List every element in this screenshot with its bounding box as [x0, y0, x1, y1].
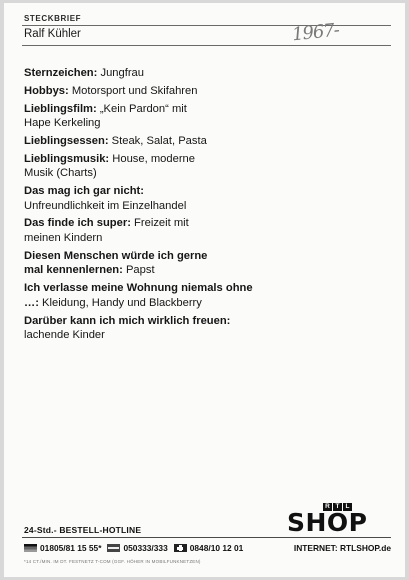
person-name: Ralf Kühler: [24, 28, 81, 40]
profile-item: [24, 134, 389, 149]
profile-answer: Unfreundlichkeit im Einzelhandel: [24, 199, 187, 212]
profile-question: Ich verlasse meine Wohnung niemals ohne …:: [24, 282, 253, 309]
name-divider: [22, 45, 391, 46]
profile-item: [24, 216, 209, 245]
internet-address: INTERNET: RTLSHOP.de: [293, 543, 391, 553]
profile-item: [24, 102, 199, 131]
profile-answer: Jungfrau: [100, 67, 145, 79]
profile-question: Hobbys:: [24, 84, 69, 97]
profile-answer: Papst: [125, 264, 155, 277]
shop-wordmark: SHOP: [287, 508, 368, 537]
profile-item: [24, 184, 389, 213]
profile-answer: Steak, Salat, Pasta: [111, 134, 207, 147]
hotline-numbers: [24, 543, 249, 553]
card-label: STECKBRIEF: [24, 14, 82, 23]
profile-answer: Freizeit mit meinen Kindern: [24, 217, 189, 245]
profile-question: Sternzeichen:: [24, 67, 98, 79]
profile-answer: Motorsport und Skifahren: [71, 84, 198, 97]
profile-item: [24, 281, 254, 310]
profile-list: [24, 66, 389, 346]
phone-number-de: 01805/81 15 55*: [40, 543, 102, 553]
profile-answer: Kleidung, Handy und Blackberry: [42, 296, 202, 309]
footer-divider: [22, 537, 391, 538]
profile-question: Lieblingsfilm:: [24, 102, 97, 115]
phone-number-at: 050333/333: [123, 543, 168, 553]
profile-item: [24, 314, 389, 343]
phone-number-ch: 0848/10 12 01: [189, 543, 244, 553]
switzerland-flag-icon: [174, 544, 187, 552]
austria-flag-icon: [107, 544, 120, 552]
profile-question: Darüber kann ich mich wirklich freuen:: [24, 314, 231, 327]
profile-item: [24, 66, 389, 81]
profile-card: [4, 3, 405, 577]
profile-question: Diesen Menschen würde ich gerne mal kennenlernen:: [24, 249, 208, 277]
profile-question: Das mag ich gar nicht:: [24, 185, 144, 198]
profile-answer: lachende Kinder: [24, 329, 105, 342]
profile-question: Lieblingsessen:: [24, 134, 109, 147]
profile-item: [24, 152, 199, 181]
profile-question: Lieblingsmusik:: [24, 152, 110, 165]
profile-item: [24, 84, 389, 99]
profile-answer: „Kein Pardon“ mit Hape Kerkeling: [24, 102, 187, 130]
handwritten-note: 1967-: [291, 19, 340, 46]
fineprint: *14 CT./MIN. IM DT. FESTNETZ T-COM (GGF. HÖHER IN MOBILFUNKNETZEN): [24, 559, 201, 564]
hotline-title: 24-Std.- BESTELL-HOTLINE: [24, 525, 142, 535]
rtl-badge-letter: T: [333, 503, 342, 511]
profile-question: Das finde ich super:: [24, 217, 131, 230]
profile-item: [24, 249, 224, 278]
rtl-badge-letter: R: [323, 503, 332, 511]
rtl-shop-logo: [287, 503, 395, 537]
rtl-badge-letter: L: [343, 503, 352, 511]
profile-answer: House, moderne Musik (Charts): [24, 152, 195, 180]
germany-flag-icon: [24, 544, 37, 552]
